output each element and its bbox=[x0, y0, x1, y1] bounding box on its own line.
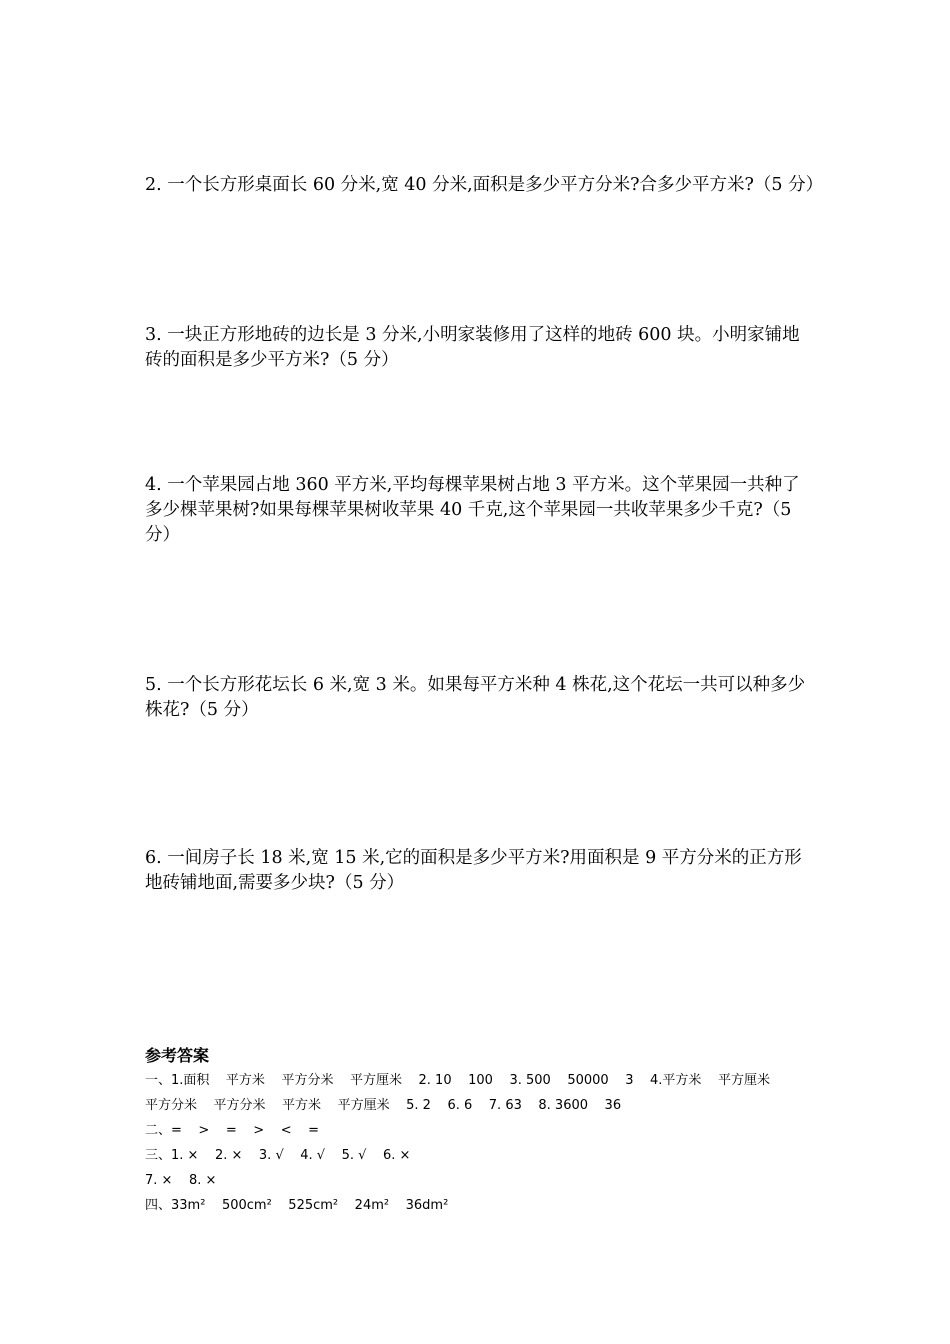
question-4 bbox=[145, 473, 815, 548]
answer-line-2: 平方分米 平方分米 平方米 平方厘米 5. 2 6. 6 7. 63 8. 3600 36 bbox=[145, 1098, 622, 1113]
answer-key bbox=[145, 1044, 825, 1218]
question-2 bbox=[145, 173, 824, 198]
question-3 bbox=[145, 323, 815, 373]
question-6 bbox=[145, 846, 815, 896]
answer-line-5: 7. × 8. × bbox=[145, 1173, 217, 1188]
answer-line-3: 二、= > = > < = bbox=[145, 1123, 320, 1138]
question-5 bbox=[145, 673, 815, 723]
answer-key-title: 参考答案 bbox=[145, 1046, 210, 1065]
answer-line-6: 四、33m² 500cm² 525cm² 24m² 36dm² bbox=[145, 1198, 449, 1213]
question-2-text: 2. 一个长方形桌面长 60 分米,宽 40 分米,面积是多少平方分米?合多少平方米?（5 分） bbox=[145, 175, 824, 195]
question-5-text: 5. 一个长方形花坛长 6 米,宽 3 米。如果每平方米种 4 株花,这个花坛一共可以种多少株花?（5 分） bbox=[145, 675, 806, 720]
answer-line-1: 一、1.面积 平方米 平方分米 平方厘米 2. 10 100 3. 500 50000 3 4.平方米 平方厘米 bbox=[145, 1073, 770, 1088]
question-6-text: 6. 一间房子长 18 米,宽 15 米,它的面积是多少平方米?用面积是 9 平方分米的正方形地砖铺地面,需要多少块?（5 分） bbox=[145, 848, 802, 893]
question-4-text: 4. 一个苹果园占地 360 平方米,平均每棵苹果树占地 3 平方米。这个苹果园一共种了多少棵苹果树?如果每棵苹果树收苹果 40 千克,这个苹果园一共收苹果多少千克?（5 分） bbox=[145, 475, 800, 545]
question-3-text: 3. 一块正方形地砖的边长是 3 分米,小明家装修用了这样的地砖 600 块。小明家铺地砖的面积是多少平方米?（5 分） bbox=[145, 325, 800, 370]
answer-line-4: 三、1. × 2. × 3. √ 4. √ 5. √ 6. × bbox=[145, 1148, 411, 1163]
